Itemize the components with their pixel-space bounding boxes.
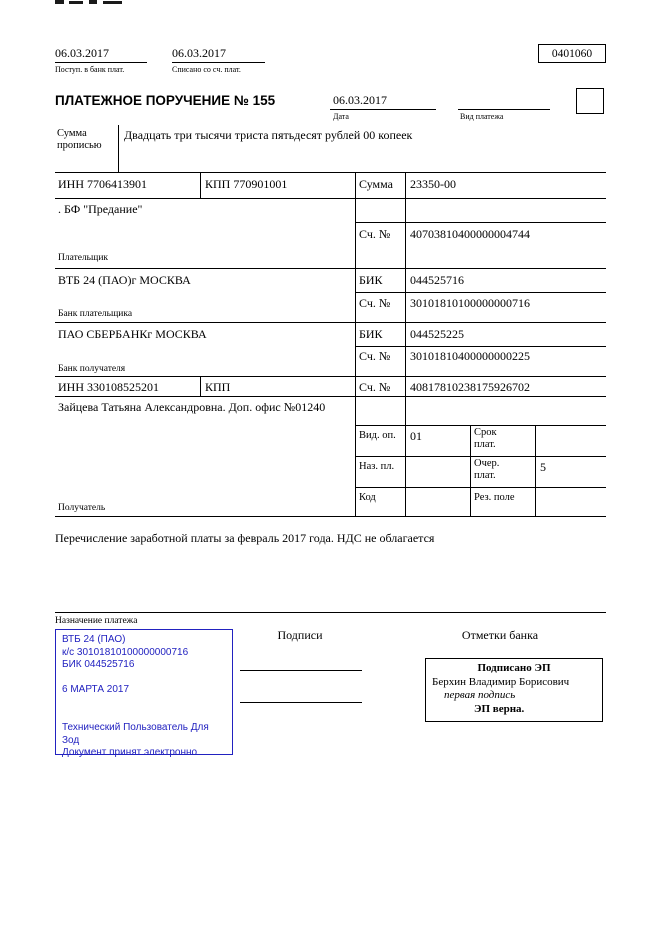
amount-words-label: Сумма прописью: [57, 128, 102, 151]
line: [535, 425, 536, 516]
payer-section-label: Плательщик: [58, 253, 109, 263]
payee-kpp-label: КПП: [205, 380, 231, 394]
form-code-box: [538, 44, 606, 63]
code-label: Код: [359, 492, 376, 503]
payment-purpose-text: Перечисление заработной платы за февраль 2017 года. НДС не облагается: [55, 531, 435, 545]
form-code: 0401060: [551, 47, 593, 60]
line: [355, 456, 606, 457]
bank-marks-label: Отметки банка: [461, 628, 539, 642]
line: [405, 172, 406, 516]
stamp-accepted: Документ принят электронно: [62, 747, 198, 758]
line: [55, 268, 606, 269]
line: [355, 172, 356, 516]
line: [458, 109, 550, 110]
payee-bank-name: ПАО СБЕРБАНКг МОСКВА: [58, 327, 207, 341]
line: [200, 376, 201, 396]
payer-bank-account: 30101810100000000716: [410, 296, 530, 310]
payer-bank-bik-label: БИК: [359, 273, 383, 287]
received-date: 06.03.2017: [55, 46, 109, 60]
payer-account: 40703810400000004744: [410, 227, 530, 241]
line: [55, 396, 606, 397]
date-label: Дата: [333, 112, 349, 121]
payment-kind-label: Вид платежа: [460, 112, 504, 121]
debited-date-label: Списано со сч. плат.: [172, 65, 241, 74]
payee-bank-bik: 044525225: [410, 327, 464, 341]
priority-value: 5: [540, 460, 546, 474]
document-date: 06.03.2017: [333, 93, 387, 107]
esign-role: первая подпись: [444, 689, 516, 701]
op-kind-value: 01: [410, 429, 422, 443]
line: [118, 125, 119, 172]
line: [55, 612, 606, 613]
line: [200, 172, 201, 198]
payer-account-label: Сч. №: [359, 227, 391, 241]
line: [330, 109, 436, 110]
payee-account-label: Сч. №: [359, 380, 391, 394]
sum-value: 23350-00: [410, 177, 456, 191]
received-date-label: Поступ. в банк плат.: [55, 65, 125, 74]
document-title: ПЛАТЕЖНОЕ ПОРУЧЕНИЕ № 155: [55, 93, 276, 108]
pay-term-label: Срок плат.: [474, 427, 497, 450]
payee-inn: ИНН 330108525201: [58, 380, 159, 394]
line: [55, 62, 147, 63]
debited-date: 06.03.2017: [172, 46, 226, 60]
signature-line: [240, 670, 362, 671]
bank-stamp: [55, 629, 233, 758]
purpose-code-label: Наз. пл.: [359, 461, 395, 472]
stamp-corr-account: к/с 30101810100000000716: [62, 646, 189, 658]
esign-title: Подписано ЭП: [477, 662, 551, 674]
stamp-bik: БИК 044525716: [62, 659, 135, 670]
line: [55, 198, 606, 199]
line: [55, 172, 606, 173]
status-box: [576, 88, 604, 114]
payer-name: . БФ "Предание": [58, 202, 143, 216]
payee-bank-account: 30101810400000000225: [410, 349, 530, 363]
payee-bank-bik-label: БИК: [359, 327, 383, 341]
priority-label: Очер. плат.: [474, 458, 500, 481]
line: [355, 487, 606, 488]
sum-label: Сумма: [359, 177, 393, 191]
line: [355, 222, 606, 223]
esign-verified: ЭП верна.: [474, 702, 525, 715]
signature-line: [240, 702, 362, 703]
payee-name: Зайцева Татьяна Александровна. Доп. офис №01240: [58, 400, 326, 414]
op-kind-label: Вид. оп.: [359, 430, 396, 441]
payer-bank-name: ВТБ 24 (ПАО)г МОСКВА: [58, 273, 191, 287]
payee-bank-account-label: Сч. №: [359, 349, 391, 363]
esign-name: Берхин Владимир Борисович: [432, 675, 570, 688]
line: [355, 425, 606, 426]
amount-words: Двадцать три тысячи триста пятьдесят рублей 00 копеек: [124, 128, 413, 142]
stamp-date: 6 МАРТА 2017: [62, 683, 130, 695]
line: [55, 322, 606, 323]
payer-bank-section-label: Банк плательщика: [58, 309, 133, 319]
payee-section-label: Получатель: [58, 503, 106, 513]
payee-bank-section-label: Банк получателя: [58, 364, 126, 374]
reserve-field-label: Рез. поле: [474, 492, 515, 503]
stamp-bank-name: ВТБ 24 (ПАО): [62, 634, 126, 645]
line: [55, 376, 606, 377]
payer-bank-account-label: Сч. №: [359, 296, 391, 310]
line: [172, 62, 265, 63]
line: [355, 346, 606, 347]
esign-box: [425, 658, 603, 722]
line: [55, 516, 606, 517]
payer-kpp: КПП 770901001: [205, 177, 288, 191]
payer-bank-bik: 044525716: [410, 273, 464, 287]
line: [470, 425, 471, 516]
stamp-user: Технический Пользователь Для Зод: [62, 722, 209, 746]
line: [355, 292, 606, 293]
payment-purpose-label: Назначение платежа: [55, 616, 138, 626]
signatures-label: Подписи: [277, 628, 323, 642]
payer-inn: ИНН 7706413901: [58, 177, 147, 191]
payee-account: 40817810238175926702: [410, 380, 530, 394]
